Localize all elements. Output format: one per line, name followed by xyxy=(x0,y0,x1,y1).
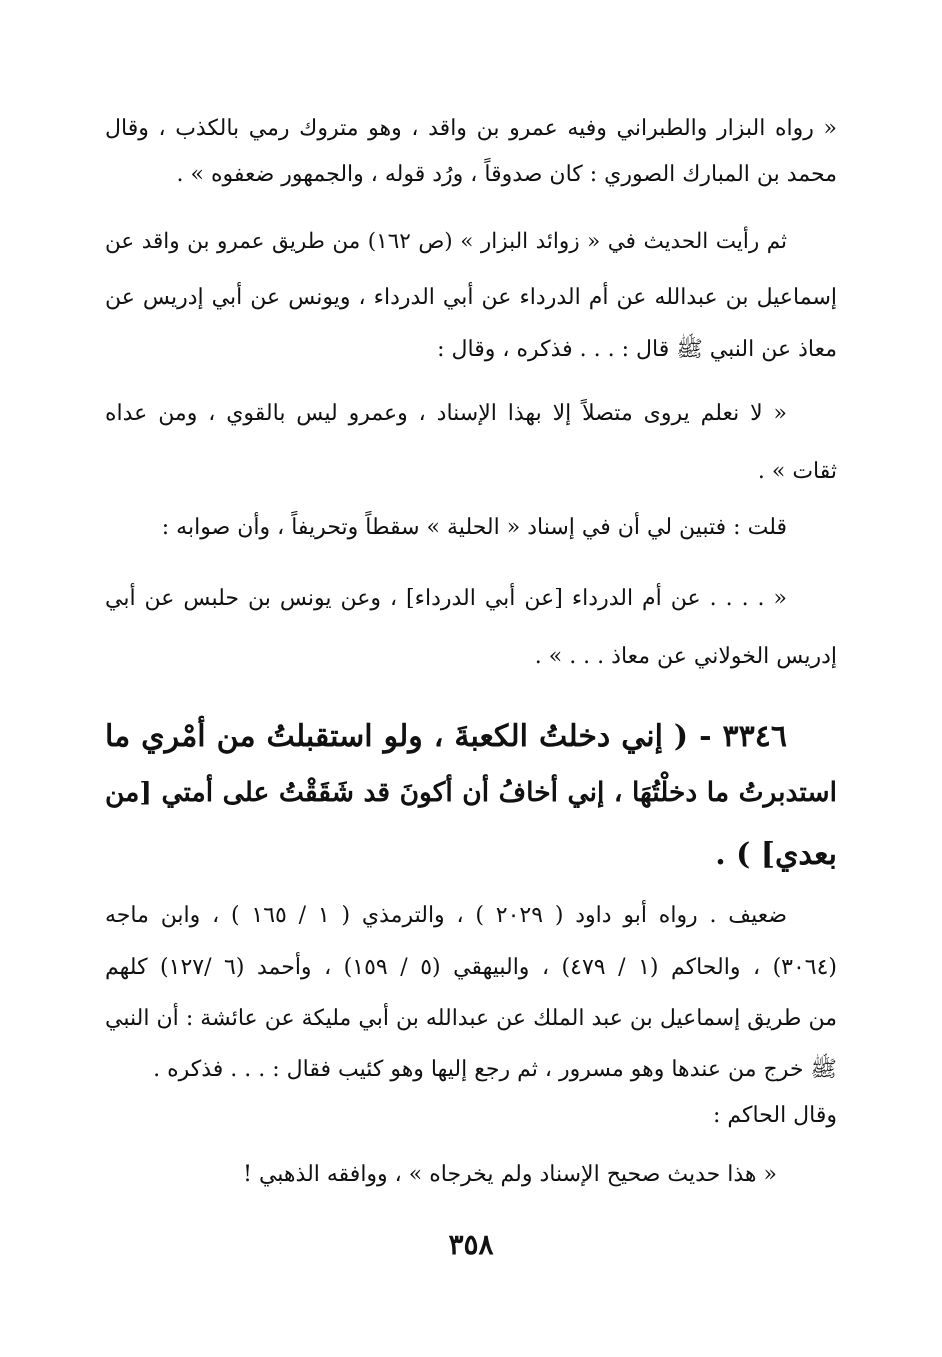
text-line: « . . . . عن أم الدرداء [عن أبي الدرداء] ، وعن يونس بن حلبس عن أبي xyxy=(105,586,787,611)
text-line: ثم رأيت الحديث في « زوائد البزار » (ص ١٦٢) من طريق عمرو بن واقد عن xyxy=(105,229,787,254)
text-line: معاذ عن النبي ﷺ قال : . . . فذكره ، وقال : xyxy=(437,337,837,362)
text-line: قلت : فتبين لي أن في إسناد « الحلية » سقطاً وتحريفاً ، وأن صوابه : xyxy=(161,515,787,540)
text-line: إسماعيل بن عبدالله عن أم الدرداء عن أبي الدرداء ، ويونس عن أبي إدريس عن xyxy=(105,285,837,310)
text-line: « لا نعلم يروى متصلاً إلا بهذا الإسناد ، وعمرو ليس بالقوي ، ومن عداه xyxy=(105,401,787,426)
heading-line: ٣٣٤٦ - ( إني دخلتُ الكعبةَ ، ولو استقبلتُ من أمْري ما xyxy=(105,719,787,754)
text-line: ضعيف . رواه أبو داود ( ٢٠٢٩ ) ، والترمذي ( ١ / ١٦٥ ) ، وابن ماجه xyxy=(105,903,787,928)
text-line: « رواه البزار والطبراني وفيه عمرو بن واقد ، وهو متروك رمي بالكذب ، وقال xyxy=(105,116,837,141)
text-line: « هذا حديث صحيح الإسناد ولم يخرجاه » ، ووافقه الذهبي ! xyxy=(243,1162,777,1187)
page-number: ٣٥٨ xyxy=(448,1228,494,1261)
heading-line: استدبرتُ ما دخلْتُهَا ، إني أخافُ أن أكونَ قد شَقَقْتُ على أمتي [من xyxy=(105,777,837,808)
text-line: وقال الحاكم : xyxy=(712,1103,837,1128)
heading-line: بعدي] ) . xyxy=(715,837,837,872)
text-line: (٣٠٦٤) ، والحاكم (١ / ٤٧٩) ، والبيهقي (٥ / ١٥٩) ، وأحمد (٦ /١٢٧) كلهم xyxy=(105,955,838,980)
text-line: ﷺ خرج من عندها وهو مسرور ، ثم رجع إليها وهو كئيب فقال : . . . فذكره . xyxy=(153,1057,837,1082)
text-line: ثقات » . xyxy=(757,459,837,484)
text-line: من طريق إسماعيل بن عبد الملك عن عبدالله بن أبي مليكة عن عائشة : أن النبي xyxy=(105,1006,837,1031)
text-line: محمد بن المبارك الصوري : كان صدوقاً ، ورُد قوله ، والجمهور ضعفوه » . xyxy=(176,162,837,187)
text-line: إدريس الخولاني عن معاذ . . . » . xyxy=(534,644,837,669)
